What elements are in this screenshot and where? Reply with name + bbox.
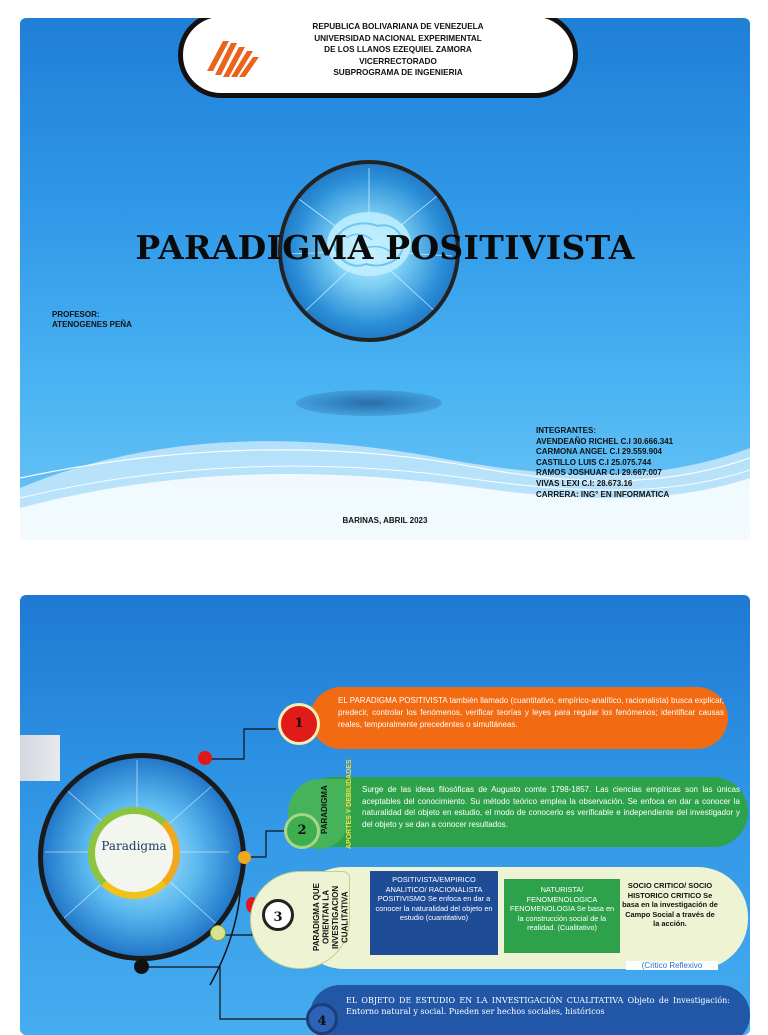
sociocritical-footnote: (Critico Reflexivo [626,961,718,970]
black-dot [134,959,149,974]
university-header [178,18,578,98]
naturalist-box: NATURISTA/ FENOMENOLOGICA FENOMENOLOGIA Se basa en la construcción social de la realidad. (Cualitativo) [504,879,620,953]
cover-slide [20,18,750,540]
yellow-green-dot [210,925,226,941]
item2-vertical-sublabel: APORTES Y DEBILIDADES [346,759,353,849]
positivist-box: POSITIVISTA/EMPIRICO ANALITICO/ RACIONALISTA POSITIVISMO Se enfoca en dar a conocer la naturalidad del objeto en estudio (cuantitativo) [370,871,498,955]
concept-map-slide [20,595,750,1035]
brain-shadow [296,390,442,416]
member-item: CARMONA ANGEL C.I 29.559.904 [536,447,662,457]
item2-text: Surge de las ideas filosóficas de Augusto comte 1798-1857. Las ciencias empíricas son las únicas aceptables del conocimiento. Su método teórico emplea la observación. Se enfoca en dar a conocer la naturalidad del objeto en estudio, el modo de conocerlo es verificable e independiente del investigador y del objeto y se dan a conocer resultados. [362,785,740,829]
header-line: REPUBLICA BOLIVARIANA DE VENEZUELA [312,22,484,31]
professor-name: ATENOGENES PEÑA [52,320,132,329]
item1-number: 1 [278,703,320,745]
paradigm-ring [88,807,180,899]
professor-block [52,310,132,330]
item4-number: 4 [306,1003,338,1035]
sociocritical-box: SOCIO CRITICO/ SOCIO HISTORICO CRITICO Se basa en la investigación de Campo Social a través de la acción. [622,881,718,929]
page-title: PARADIGMA POSITIVISTA [135,228,635,267]
header-line: SUBPROGRAMA DE INGENIERIA [333,68,463,77]
professor-label: PROFESOR: [52,310,100,319]
header-text [263,21,533,79]
member-item: AVENDEAÑO RICHEL C.I 30.666.341 [536,436,674,446]
item4-text: EL OBJETO DE ESTUDIO EN LA INVESTIGACIÓN CUALITATIVA Objeto de Investigación: Entorno natural y social. Pueden ser hechos sociales, históricos [346,996,730,1016]
item1-text: EL PARADIGMA POSITIVISTA también llamado (cuantitativo, empírico-analítico, racionalista) busca explicar, predecir, controlar los fenómenos, verificar teorías y leyes para regular los fenómenos; identificar causas reales, temporalmente precedentes o simultáneas. [338,696,724,729]
header-line: DE LOS LLANOS EZEQUIEL ZAMORA [324,45,472,54]
university-logo [203,31,261,83]
item2-number: 2 [284,813,320,849]
member-item: VIVAS LEXI C.I: 28.673.16 [536,478,633,488]
orange-dot [238,851,251,864]
paradigm-label: Paradigma [101,839,167,853]
red-dot [198,751,212,765]
members-block [536,426,673,500]
member-item: CASTILLO LUIS C.I 25.075.744 [536,457,652,467]
header-line: VICERRECTORADO [359,56,437,66]
member-item: RAMOS JOSHUAR C.I 29.667.007 [536,468,662,478]
members-label: INTEGRANTES: [536,426,596,435]
item3-number: 3 [262,899,294,931]
date-label: BARINAS, ABRIL 2023 [342,516,428,525]
item2-vertical-label: PARADIGMA [320,785,329,835]
header-line: UNIVERSIDAD NACIONAL EXPERIMENTAL [314,33,482,43]
member-item: CARRERA: ING° EN INFORMATICA [536,489,670,499]
item3-vertical-label: PARADIGMA QUE ORIENTAN LA INVESTIGACION CUALITATIVA [312,883,350,951]
